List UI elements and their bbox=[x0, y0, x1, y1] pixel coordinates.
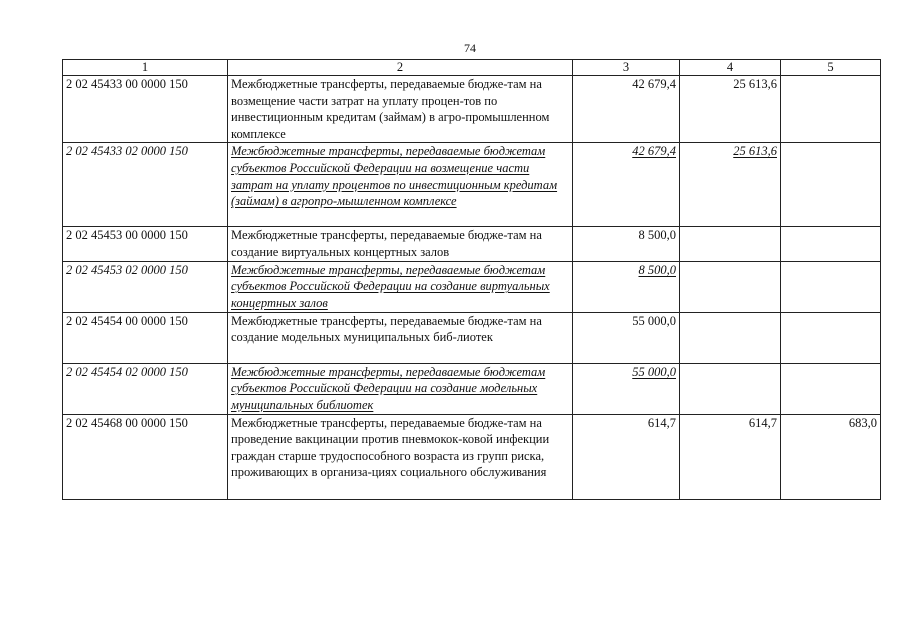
row-name bbox=[228, 363, 573, 414]
row-name-text: Межбюджетные трансферты, передаваемые бюдже-там на проведение вакцинации против пневмокок-ковой инфекции граждан старше трудоспособного возраста из групп риска, проживающих в организа-циях социального обслуживания bbox=[231, 415, 550, 480]
column-header-3: 3 bbox=[573, 60, 680, 76]
value-text: 25 613,6 bbox=[733, 144, 777, 159]
row-name bbox=[228, 261, 573, 312]
row-value-col3 bbox=[573, 312, 680, 363]
row-name-text: Межбюджетные трансферты, передаваемые бюджетам субъектов Российской Федерации на возмещение части затрат на уплату процентов по инвестиционным кредитам (займам) в агропро-мышленном комплексе bbox=[231, 144, 558, 209]
row-name-text: Межбюджетные трансферты, передаваемые бюдже-там на создание модельных муниципальных биб-лиотек bbox=[231, 313, 542, 345]
row-name bbox=[228, 76, 573, 143]
row-value-col4 bbox=[680, 261, 781, 312]
row-name bbox=[228, 143, 573, 227]
value-text: 683,0 bbox=[848, 415, 877, 430]
value-text: 25 613,6 bbox=[733, 77, 777, 91]
row-name-text: Межбюджетные трансферты, передаваемые бюдже-там на возмещение части затрат на уплату процен-тов по инвестиционным кредитам (займам) в агро-промышленном комплексе bbox=[231, 77, 550, 141]
row-value-col5 bbox=[781, 143, 881, 227]
row-name bbox=[228, 227, 573, 261]
row-value-col5 bbox=[781, 227, 881, 261]
row-value-col3 bbox=[573, 227, 680, 261]
value-text: 42 679,4 bbox=[632, 77, 676, 91]
row-code: 2 02 45454 02 0000 150 bbox=[63, 363, 228, 414]
row-name-text: Межбюджетные трансферты, передаваемые бюджетам субъектов Российской Федерации на создание виртуальных концертных залов bbox=[231, 262, 550, 310]
value-text: 55 000,0 bbox=[632, 313, 676, 328]
row-value-col5 bbox=[781, 363, 881, 414]
value-text: 8 500,0 bbox=[638, 228, 676, 243]
row-value-col4 bbox=[680, 363, 781, 414]
budget-table bbox=[62, 59, 881, 500]
row-name-text: Межбюджетные трансферты, передаваемые бюджетам субъектов Российской Федерации на создание модельных муниципальных библиотек bbox=[231, 364, 546, 412]
row-value-col3 bbox=[573, 363, 680, 414]
column-header-5: 5 bbox=[781, 60, 881, 76]
table-row bbox=[63, 261, 881, 312]
row-code: 2 02 45454 00 0000 150 bbox=[63, 312, 228, 363]
row-name bbox=[228, 312, 573, 363]
table-row bbox=[63, 414, 881, 499]
row-value-col4 bbox=[680, 76, 781, 143]
row-value-col4 bbox=[680, 312, 781, 363]
row-code: 2 02 45453 02 0000 150 bbox=[63, 261, 228, 312]
table-row bbox=[63, 227, 881, 261]
table-row bbox=[63, 312, 881, 363]
row-name bbox=[228, 414, 573, 499]
row-value-col5 bbox=[781, 312, 881, 363]
row-value-col4 bbox=[680, 227, 781, 261]
column-header-2: 2 bbox=[228, 60, 573, 76]
table-row bbox=[63, 76, 881, 143]
value-text: 42 679,4 bbox=[632, 144, 676, 159]
column-header-1: 1 bbox=[63, 60, 228, 76]
page-number: 74 bbox=[464, 41, 476, 55]
table-row bbox=[63, 363, 881, 414]
row-name-text: Межбюджетные трансферты, передаваемые бюдже-там на создание виртуальных концертных залов bbox=[231, 228, 542, 259]
row-value-col4 bbox=[680, 143, 781, 227]
value-text: 614,7 bbox=[647, 415, 676, 430]
value-text: 55 000,0 bbox=[632, 364, 676, 379]
row-code: 2 02 45433 02 0000 150 bbox=[63, 143, 228, 227]
table-row bbox=[63, 143, 881, 227]
value-text: 8 500,0 bbox=[638, 262, 676, 277]
row-code: 2 02 45468 00 0000 150 bbox=[63, 414, 228, 499]
row-value-col5 bbox=[781, 261, 881, 312]
row-value-col3 bbox=[573, 414, 680, 499]
row-value-col3 bbox=[573, 76, 680, 143]
value-text: 614,7 bbox=[748, 415, 777, 430]
row-value-col5 bbox=[781, 76, 881, 143]
column-header-4: 4 bbox=[680, 60, 781, 76]
row-value-col3 bbox=[573, 261, 680, 312]
row-value-col5 bbox=[781, 414, 881, 499]
row-value-col4 bbox=[680, 414, 781, 499]
row-code: 2 02 45433 00 0000 150 bbox=[63, 76, 228, 143]
row-code: 2 02 45453 00 0000 150 bbox=[63, 227, 228, 261]
header-row bbox=[63, 60, 881, 76]
row-value-col3 bbox=[573, 143, 680, 227]
